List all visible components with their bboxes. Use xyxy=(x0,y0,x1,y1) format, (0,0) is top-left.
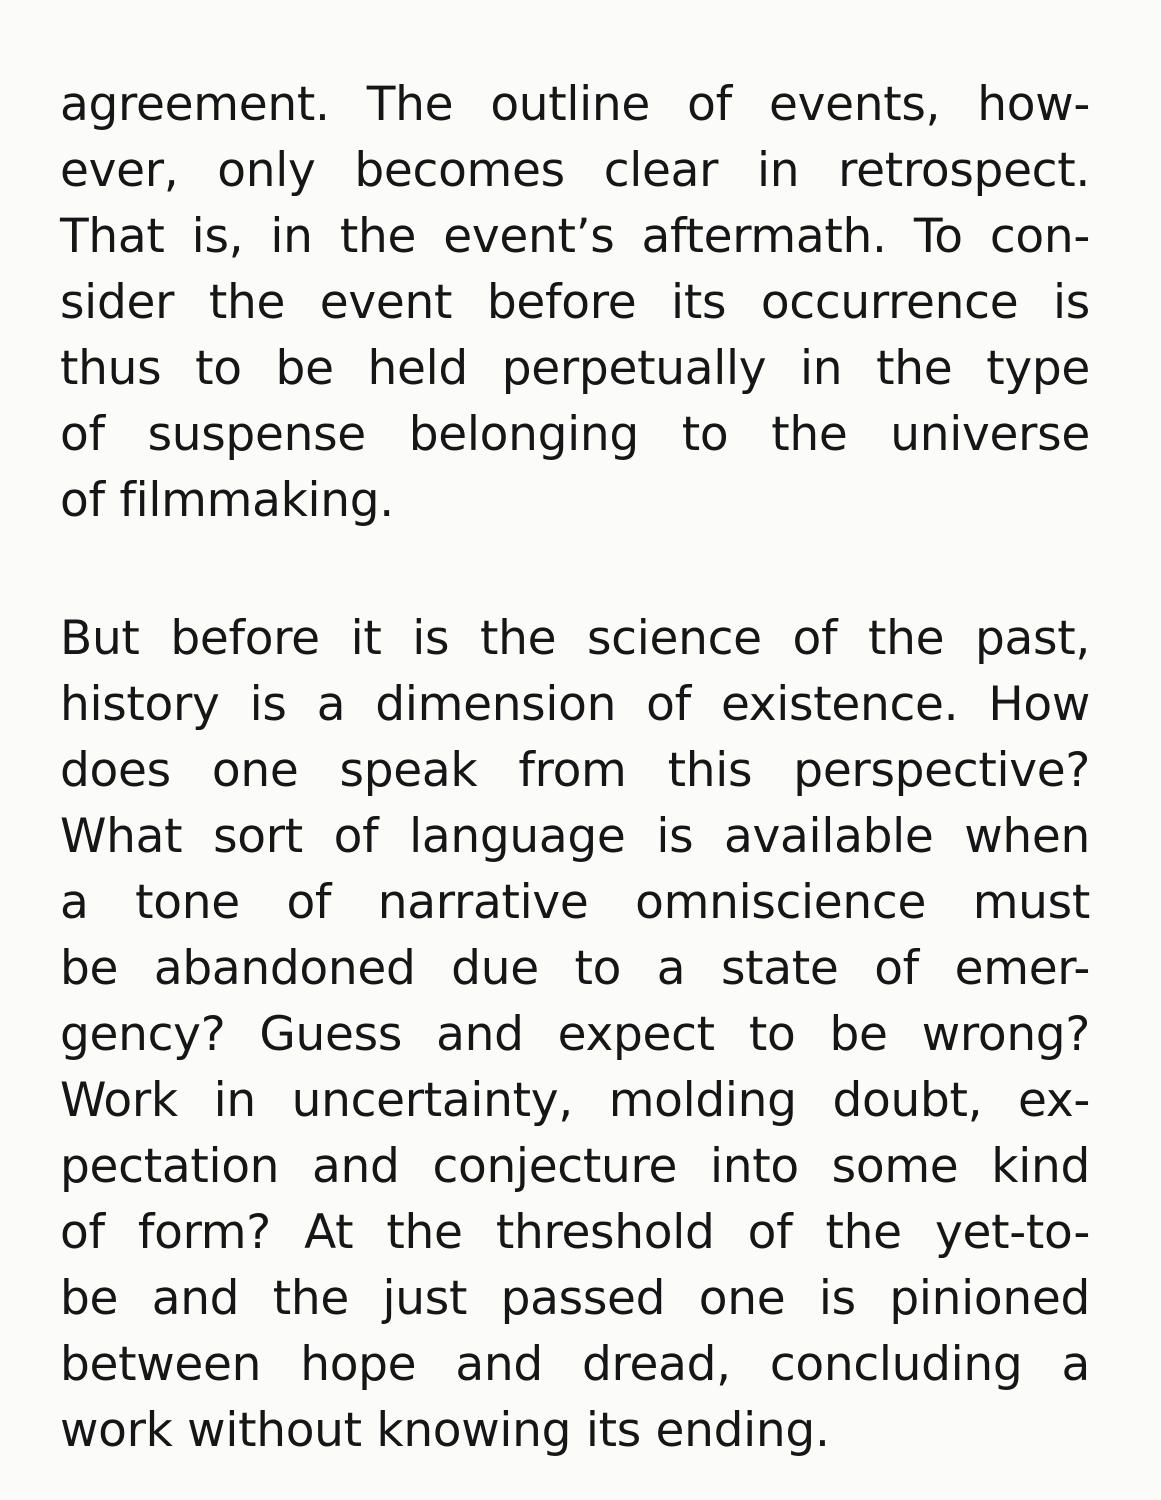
document-page xyxy=(60,72,1090,1464)
text-line: does one speak from this perspective? xyxy=(60,743,1090,798)
text-line: gency? Guess and expect to be wrong? xyxy=(60,1007,1090,1062)
text-line: sider the event before its occurrence is xyxy=(60,275,1090,330)
text-line: work without knowing its ending. xyxy=(60,1403,830,1458)
text-line: of form? At the threshold of the yet-to- xyxy=(60,1205,1090,1260)
text-line: What sort of language is available when xyxy=(60,809,1090,864)
text-line: That is, in the event’s aftermath. To con- xyxy=(60,209,1090,264)
text-line: a tone of narrative omniscience must xyxy=(60,875,1090,930)
text-line: ever, only becomes clear in retrospect. xyxy=(60,143,1090,198)
text-line: of filmmaking. xyxy=(60,473,394,528)
text-line: of suspense belonging to the universe xyxy=(60,407,1090,462)
text-line: be abandoned due to a state of emer- xyxy=(60,941,1090,996)
text-line: be and the just passed one is pinioned xyxy=(60,1271,1090,1326)
paragraph-spacer xyxy=(60,534,1090,606)
text-line: history is a dimension of existence. How xyxy=(60,677,1090,732)
text-line: thus to be held perpetually in the type xyxy=(60,341,1090,396)
text-line: pectation and conjecture into some kind xyxy=(60,1139,1090,1194)
text-line: Work in uncertainty, molding doubt, ex- xyxy=(60,1073,1090,1128)
paragraph-2 xyxy=(60,606,1090,1464)
paragraph-1 xyxy=(60,72,1090,534)
text-line: between hope and dread, concluding a xyxy=(60,1337,1090,1392)
text-line: But before it is the science of the past, xyxy=(60,611,1090,666)
text-line: agreement. The outline of events, how- xyxy=(60,77,1090,132)
